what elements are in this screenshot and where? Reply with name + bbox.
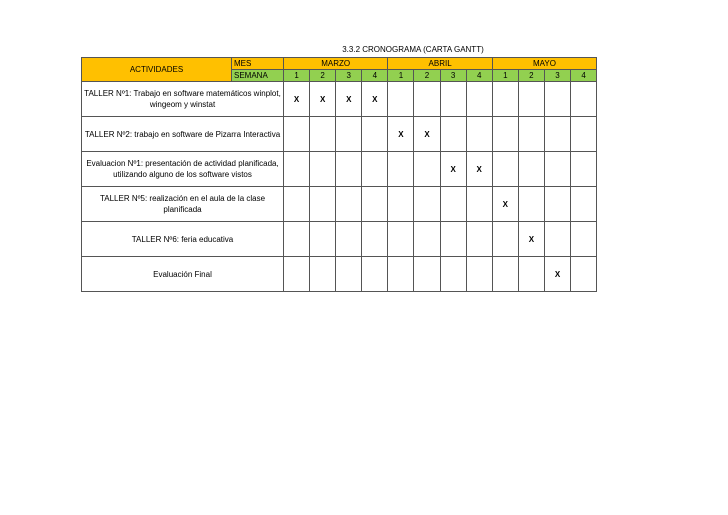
week-cell xyxy=(544,82,570,117)
week-cell xyxy=(414,152,440,187)
week-header: 1 xyxy=(492,70,518,82)
week-header: 3 xyxy=(336,70,362,82)
week-cell xyxy=(388,82,414,117)
week-cell xyxy=(414,82,440,117)
mes-header: MES xyxy=(232,58,284,70)
week-cell xyxy=(466,257,492,292)
week-cell xyxy=(284,187,310,222)
table-row xyxy=(82,117,597,152)
week-cell: X xyxy=(310,82,336,117)
week-cell xyxy=(518,117,544,152)
table-row xyxy=(82,187,597,222)
week-cell xyxy=(362,152,388,187)
week-cell xyxy=(466,222,492,257)
week-cell xyxy=(440,82,466,117)
header-row-months xyxy=(82,58,597,70)
week-cell xyxy=(310,222,336,257)
activity-cell: TALLER Nº6: feria educativa xyxy=(82,222,284,257)
week-cell xyxy=(336,257,362,292)
week-header: 3 xyxy=(544,70,570,82)
week-cell: X xyxy=(362,82,388,117)
week-cell: X xyxy=(388,117,414,152)
week-cell xyxy=(310,152,336,187)
week-cell xyxy=(284,117,310,152)
week-cell xyxy=(310,187,336,222)
activity-cell: Evaluación Final xyxy=(82,257,284,292)
week-cell xyxy=(336,187,362,222)
week-cell: X xyxy=(336,82,362,117)
week-cell xyxy=(518,187,544,222)
gantt-table xyxy=(81,57,597,292)
week-header: 1 xyxy=(284,70,310,82)
week-cell xyxy=(492,152,518,187)
week-header: 4 xyxy=(466,70,492,82)
table-row xyxy=(82,82,597,117)
month-header: MARZO xyxy=(284,58,388,70)
week-header: 2 xyxy=(310,70,336,82)
week-cell xyxy=(571,222,597,257)
week-cell xyxy=(284,222,310,257)
week-header: 1 xyxy=(388,70,414,82)
week-cell xyxy=(544,152,570,187)
week-cell xyxy=(284,257,310,292)
week-cell xyxy=(310,257,336,292)
table-row xyxy=(82,152,597,187)
week-cell xyxy=(336,152,362,187)
activities-header: ACTIVIDADES xyxy=(82,58,232,82)
week-cell: X xyxy=(284,82,310,117)
week-cell: X xyxy=(518,222,544,257)
week-cell xyxy=(310,117,336,152)
month-header: MAYO xyxy=(492,58,596,70)
week-cell xyxy=(466,82,492,117)
page-title: 3.3.2 CRONOGRAMA (CARTA GANTT) xyxy=(342,45,484,54)
table-row xyxy=(82,222,597,257)
week-cell xyxy=(544,187,570,222)
week-cell xyxy=(518,82,544,117)
week-cell xyxy=(362,117,388,152)
week-cell: X xyxy=(466,152,492,187)
week-cell xyxy=(388,187,414,222)
week-cell xyxy=(466,117,492,152)
week-cell xyxy=(362,187,388,222)
week-cell xyxy=(440,257,466,292)
month-header: ABRIL xyxy=(388,58,492,70)
week-cell xyxy=(571,117,597,152)
week-header: 2 xyxy=(518,70,544,82)
week-header: 2 xyxy=(414,70,440,82)
week-cell xyxy=(492,257,518,292)
table-row xyxy=(82,257,597,292)
week-cell xyxy=(466,187,492,222)
week-cell xyxy=(440,117,466,152)
week-cell xyxy=(388,152,414,187)
week-header: 4 xyxy=(571,70,597,82)
week-cell xyxy=(362,222,388,257)
week-cell xyxy=(518,257,544,292)
week-cell: X xyxy=(544,257,570,292)
week-cell xyxy=(440,187,466,222)
week-cell xyxy=(571,257,597,292)
week-cell xyxy=(440,222,466,257)
activity-cell: TALLER Nº1: Trabajo en software matemáticos winplot, wingeom y winstat xyxy=(82,82,284,117)
week-cell xyxy=(544,117,570,152)
week-cell xyxy=(492,82,518,117)
week-header: 4 xyxy=(362,70,388,82)
week-cell xyxy=(414,222,440,257)
activity-cell: Evaluacion Nº1: presentación de actividad planificada, utilizando alguno de los software vistos xyxy=(82,152,284,187)
week-cell xyxy=(414,257,440,292)
week-cell xyxy=(388,257,414,292)
week-cell xyxy=(571,82,597,117)
week-cell xyxy=(571,187,597,222)
week-cell xyxy=(414,187,440,222)
week-cell xyxy=(336,222,362,257)
semana-header: SEMANA xyxy=(232,70,284,82)
week-cell xyxy=(492,117,518,152)
week-cell: X xyxy=(492,187,518,222)
week-cell xyxy=(336,117,362,152)
week-cell xyxy=(544,222,570,257)
week-cell xyxy=(284,152,310,187)
week-cell: X xyxy=(414,117,440,152)
week-cell xyxy=(571,152,597,187)
week-header: 3 xyxy=(440,70,466,82)
week-cell: X xyxy=(440,152,466,187)
activity-cell: TALLER Nº5: realización en el aula de la clase planificada xyxy=(82,187,284,222)
week-cell xyxy=(362,257,388,292)
week-cell xyxy=(518,152,544,187)
week-cell xyxy=(388,222,414,257)
week-cell xyxy=(492,222,518,257)
activity-cell: TALLER Nº2: trabajo en software de Pizarra Interactiva xyxy=(82,117,284,152)
